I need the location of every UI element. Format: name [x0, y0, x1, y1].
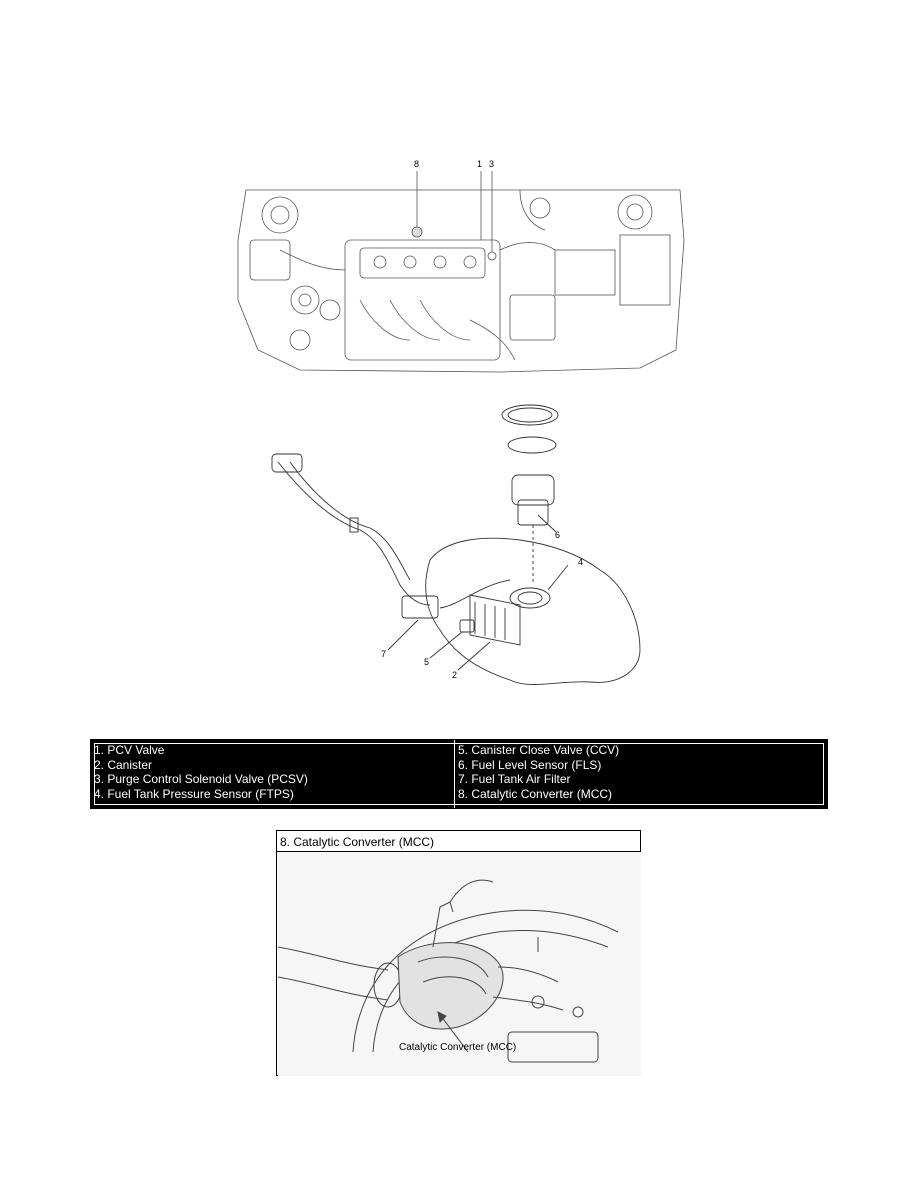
callout-2: 2: [452, 670, 458, 680]
callout-7: 7: [381, 649, 387, 659]
legend-column-right: [458, 743, 619, 801]
callout-8: 8: [414, 159, 420, 169]
callout-4: 4: [578, 557, 584, 567]
callout-6: 6: [555, 530, 561, 540]
legend-item: 2. Canister: [94, 757, 153, 772]
legend-item: 6. Fuel Level Sensor (FLS): [458, 757, 602, 772]
legend-item: 4. Fuel Tank Pressure Sensor (FTPS): [94, 786, 294, 801]
catalytic-converter-detail-box: [276, 830, 641, 1076]
legend-item: 3. Purge Control Solenoid Valve (PCSV): [94, 772, 308, 786]
legend-item: 7. Fuel Tank Air Filter: [458, 772, 571, 786]
engine-bay-illustration: [0, 0, 918, 380]
fuel-system-diagram: [0, 380, 918, 710]
legend-item: 8. Catalytic Converter (MCC): [458, 786, 613, 801]
fuel-system-illustration: [0, 380, 918, 710]
legend-item: 5. Canister Close Valve (CCV): [458, 743, 620, 757]
legend-item: 1. PCV Valve: [94, 743, 165, 757]
callout-3: 3: [489, 159, 495, 169]
callout-1: 1: [477, 159, 483, 169]
detail-title: 8. Catalytic Converter (MCC): [280, 835, 435, 849]
legend-column-left: [94, 743, 308, 801]
legend-table: [90, 739, 828, 809]
callout-5: 5: [424, 657, 430, 667]
photo-label: Catalytic Converter (MCC): [399, 1042, 517, 1053]
legend-divider: [454, 740, 455, 808]
engine-bay-diagram: [0, 0, 918, 380]
